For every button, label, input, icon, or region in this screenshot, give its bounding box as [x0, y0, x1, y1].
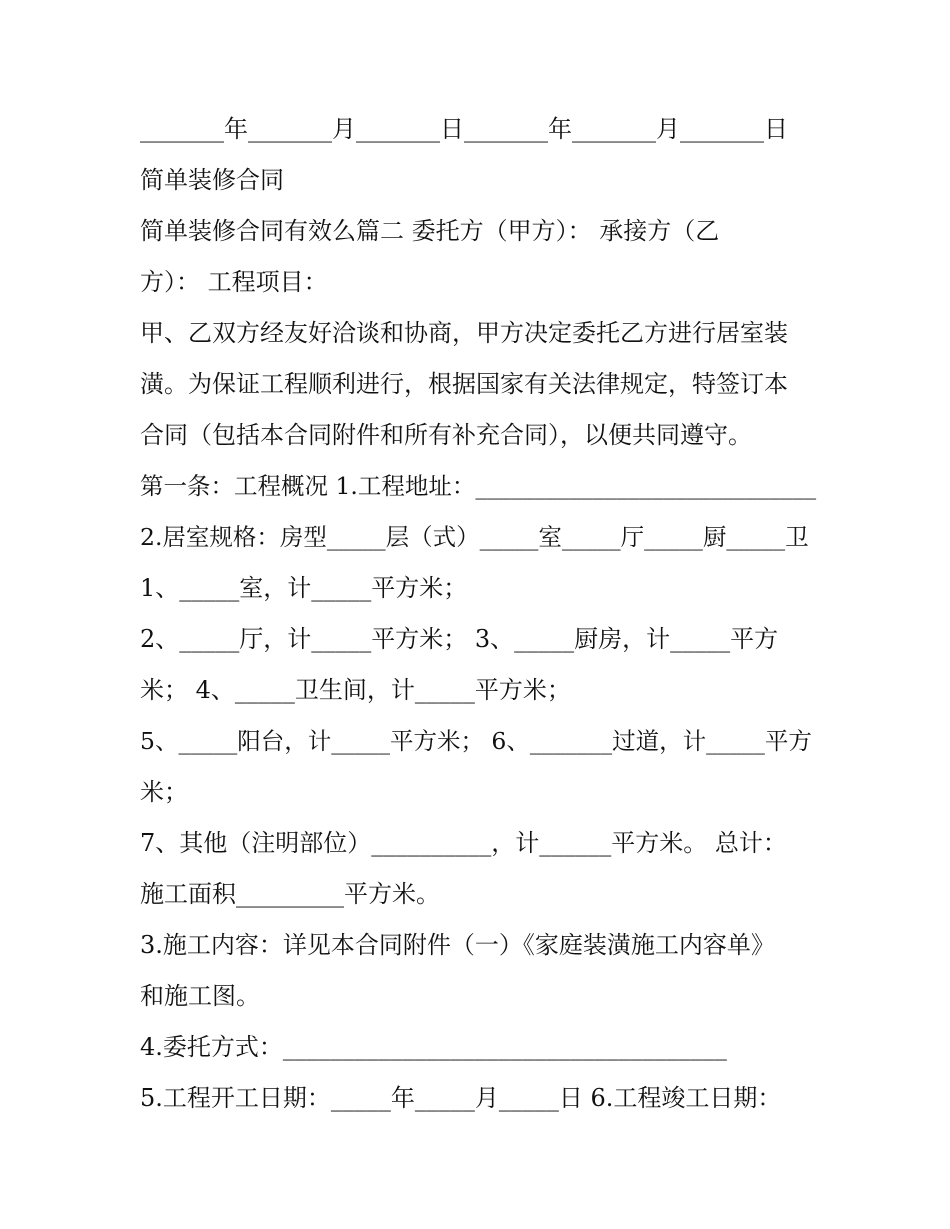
document-title: 简单装修合同	[140, 166, 284, 194]
preamble-line-2: 潢。为保证工程顺利进行，根据国家有关法律规定，特签订本	[140, 370, 788, 398]
room-area-line-3: 米； 4、_____卫生间，计_____平方米；	[140, 676, 571, 704]
room-area-line-4: 5、_____阳台，计_____平方米； 6、_______过道，计_____平方	[140, 727, 812, 755]
parties-line-1: 简单装修合同有效么篇二 委托方（甲方）： 承接方（乙	[140, 217, 720, 245]
article-one-address: 第一条：工程概况 1.工程地址：_____________________________	[140, 472, 817, 500]
preamble-line-3: 合同（包括本合同附件和所有补充合同），以便共同遵守。	[140, 421, 752, 449]
other-area-line: 7、其他（注明部位）__________，计______平方米。 总计：	[140, 829, 787, 857]
preamble-line-1: 甲、乙双方经友好洽谈和协商，甲方决定委托乙方进行居室装	[140, 319, 788, 347]
room-area-line-5: 米；	[140, 778, 188, 806]
construction-content-line-2: 和施工图。	[140, 982, 260, 1010]
room-spec-line: 2.居室规格：房型_____层（式）_____室_____厅_____厨_____卫	[140, 523, 809, 551]
schedule-line: 5.工程开工日期：_____年_____月_____日 6.工程竣工日期：	[140, 1084, 782, 1112]
construction-content-line-1: 3.施工内容：详见本合同附件（一）《家庭装潢施工内容单》	[140, 931, 775, 959]
date-blank-line: _______年_______月_______日_______年_______月_______日	[140, 115, 788, 143]
total-area-line: 施工面积_________平方米。	[140, 880, 440, 908]
room-area-line-1: 1、_____室，计_____平方米；	[140, 574, 468, 602]
parties-line-2: 方）： 工程项目：	[140, 268, 328, 296]
commission-method-line: 4.委托方式：_____________________________________	[140, 1033, 727, 1061]
room-area-line-2: 2、_____厅，计_____平方米； 3、_____厨房，计_____平方	[140, 625, 779, 653]
